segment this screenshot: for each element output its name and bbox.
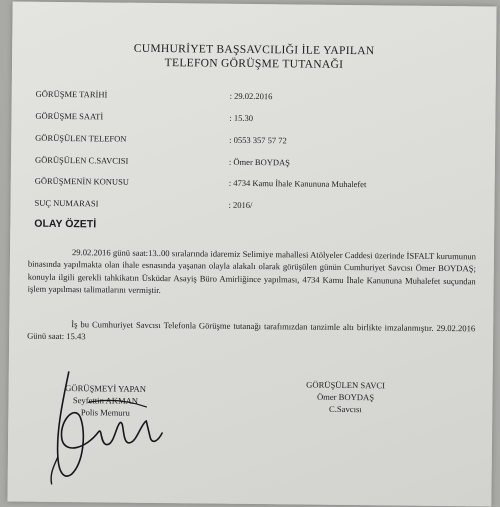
field-value: : 29.02.2016 [229,90,273,102]
document-title-line-2: TELEFON GÖRÜŞME TUTANAĞI [164,57,344,71]
signatory-role: GÖRÜŞÜLEN SAVCI [306,379,386,391]
field-label: GÖRÜŞÜLEN TELEFON [35,132,127,144]
signature-block-right [270,378,420,416]
incident-summary-paragraph: 29.02.2016 günü saat:13..00 sıralarında idaremiz Selimiye mahallesi Atölyeler Caddesi üzerinde İSFALT kurumunun binasında yapılmakta olan ihale esnasında yaşanan olayla alakalı olarak görüşülen günün Cumhuriyet Savcısı Ömer BOYDAŞ; konuyla ilgili gerekli tahkikatın Üsküdar Asayiş Büro Amirliğince yapılması, 4734 Kamu İhale Kanununa Muhalefet suçundan işlem yapılması talimatlarını vermiştir. [27,247,477,296]
field-label: SUÇ NUMARASI [34,197,99,209]
document-page [7,1,496,506]
field-value: : 0553 357 57 72 [229,134,287,146]
signatory-title: C.Savcısı [328,403,362,415]
field-label: GÖRÜŞÜLEN C.SAVCISI [34,154,129,166]
field-label: GÖRÜŞMENİN KONUSU [34,175,130,187]
closing-paragraph: İş bu Cumhuriyet Savcısı Telefonla Görüşme tutanağı tarafımızdan tanzimle altı birlikte imzalanmıştır. 29.02.2016 Günü saat: 15.43 [27,319,476,342]
field-label: GÖRÜŞME SAATİ [35,110,104,122]
field-value: : 2016/ [228,199,253,211]
field-value: : Ömer BOYDAŞ [228,156,290,168]
signatory-title: Polis Memuru [80,407,130,418]
signatory-name: Seyfettin AKMAN [72,395,139,406]
olay-ozeti-heading: OLAY ÖZETİ [34,217,97,231]
handwritten-signature [27,362,178,494]
field-label: GÖRÜŞME TARİHİ [35,88,108,100]
document-title-line-1: CUMHURİYET BAŞSAVCILIĞI İLE YAPILAN [133,42,375,58]
field-value: : 4734 Kamu İhale Kanununa Muhalefet [228,177,367,190]
signatory-role: GÖRÜŞMEYİ YAPAN [65,383,147,394]
field-value: : 15.30 [229,112,254,124]
signatory-name: Ömer BOYDAŞ [316,391,375,403]
